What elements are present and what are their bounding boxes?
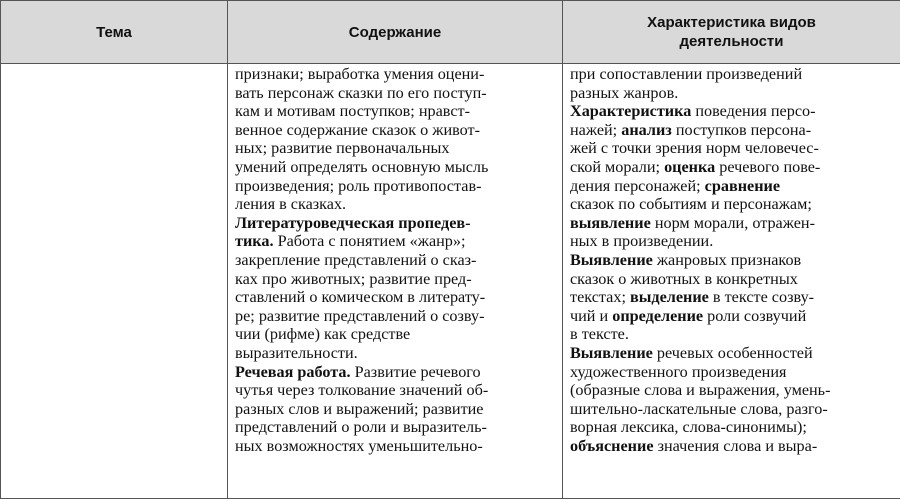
activities-line: [570, 121, 894, 140]
text-run: дения персонажей;: [570, 176, 705, 195]
content-line: [235, 363, 556, 382]
text-run: выразительности.: [235, 343, 358, 362]
text-run: нажей;: [570, 120, 622, 139]
content-line: [235, 139, 556, 158]
text-run: жей с точки зрения норм человечес-: [570, 139, 819, 158]
text-run: художественного произведения: [570, 362, 787, 381]
text-run: (образные слова и выражения, умень-: [570, 381, 831, 400]
activities-line: [570, 344, 894, 363]
text-run: представлений о роли и выразитель-: [235, 418, 487, 437]
bold-term: Выявление: [570, 343, 653, 362]
activities-line: [570, 307, 894, 326]
text-run: кам и мотивам поступков; нравст-: [235, 102, 470, 121]
text-run: ках про животных; развитие пред-: [235, 269, 472, 288]
table-row: [1, 64, 900, 499]
content-line: [235, 437, 556, 456]
header-row: [1, 1, 900, 64]
content-line: [235, 418, 556, 437]
content-line: [235, 251, 556, 270]
activities-cell: [563, 64, 900, 499]
text-run: значения слова и выра-: [653, 436, 818, 455]
activities-line: [570, 232, 894, 251]
text-run: при сопоставлении произведений: [570, 65, 803, 83]
activities-line: [570, 65, 894, 84]
text-run: роли созвучий: [703, 306, 807, 325]
text-run: ных возможностях уменьшительно-: [235, 436, 483, 455]
text-run: в тексте.: [570, 325, 629, 344]
content-line: [235, 121, 556, 140]
text-run: жанровых признаков: [652, 250, 802, 269]
activities-line: [570, 270, 894, 289]
content-line: [235, 307, 556, 326]
text-run: ления в сказках.: [235, 195, 347, 214]
text-run: ставлений о комическом в литерату-: [235, 288, 486, 307]
text-run: сказок о животных в конкретных: [570, 269, 798, 288]
activities-line: [570, 139, 894, 158]
text-run: Работа с понятием «жанр»;: [273, 232, 466, 251]
content-line: [235, 232, 556, 251]
text-run: чутья через толкование значений об-: [235, 381, 489, 400]
activities-line: [570, 84, 894, 103]
text-run: ных в произведении.: [570, 232, 714, 251]
bold-term: оценка: [664, 157, 716, 176]
text-run: разных жанров.: [570, 83, 679, 102]
text-run: ре; развитие представлений о созву-: [235, 306, 485, 325]
activities-line: [570, 251, 894, 270]
content-line: [235, 381, 556, 400]
text-run: поступков персона-: [671, 120, 812, 139]
content-line: [235, 65, 556, 84]
header-content: Содержание: [228, 1, 563, 64]
content-line: [235, 214, 556, 233]
header-activities-line-2: деятельности: [679, 33, 784, 50]
bold-term: объяснение: [570, 436, 654, 455]
topic-cell: [1, 64, 228, 499]
text-run: ворная лексика, слова-синонимы);: [570, 418, 807, 437]
activities-line: [570, 102, 894, 121]
text-run: признаки; выработка умения оцени-: [235, 65, 485, 83]
bold-term: Характеристика: [570, 102, 692, 121]
content-line: [235, 325, 556, 344]
text-run: норм морали, отражен-: [650, 213, 815, 232]
bold-term: определение: [612, 306, 704, 325]
text-run: произведения; роль противопостав-: [235, 176, 482, 195]
bold-term: Выявление: [570, 250, 653, 269]
activities-line: [570, 325, 894, 344]
content-line: [235, 400, 556, 419]
activities-line: [570, 400, 894, 419]
text-run: сказок по событиям и персонажам;: [570, 195, 812, 214]
text-run: чий и: [570, 306, 613, 325]
content-line: [235, 158, 556, 177]
activities-line: [570, 177, 894, 196]
text-run: чии (рифме) как средстве: [235, 325, 411, 344]
bold-term: выявление: [570, 213, 651, 232]
text-run: Развитие речевого: [350, 362, 481, 381]
content-line: [235, 288, 556, 307]
text-run: речевого пове-: [715, 157, 821, 176]
text-run: текстах;: [570, 288, 630, 307]
text-run: ных; развитие первоначальных: [235, 139, 450, 158]
text-run: умений определять основную мысль: [235, 157, 489, 176]
text-run: в тексте созву-: [708, 288, 815, 307]
activities-line: [570, 158, 894, 177]
activities-line: [570, 288, 894, 307]
content-line: [235, 195, 556, 214]
bold-term: сравнение: [704, 176, 781, 195]
bold-term: анализ: [621, 120, 672, 139]
content-line: [235, 84, 556, 103]
text-run: венное содержание сказок о живот-: [235, 120, 480, 139]
activities-line: [570, 363, 894, 382]
content-line: [235, 270, 556, 289]
activities-line: [570, 418, 894, 437]
header-activities-line-1: Характеристика видов: [647, 14, 816, 31]
bold-term: тика.: [235, 232, 274, 251]
text-run: вать персонаж сказки по его поступ-: [235, 83, 487, 102]
header-topic: Тема: [1, 1, 228, 64]
bold-term: Речевая работа.: [235, 362, 351, 381]
header-activities: [563, 1, 900, 64]
text-run: разных слов и выражений; развитие: [235, 399, 484, 418]
activities-line: [570, 214, 894, 233]
bold-term: Литературоведческая пропедев-: [235, 213, 471, 232]
text-run: поведения персо-: [691, 102, 816, 121]
text-run: ской морали;: [570, 157, 665, 176]
text-run: речевых особенностей: [652, 343, 813, 362]
content-line: [235, 344, 556, 363]
content-line: [235, 177, 556, 196]
activities-line: [570, 195, 894, 214]
text-run: закрепление представлений о сказ-: [235, 250, 477, 269]
activities-line: [570, 437, 894, 456]
activities-line: [570, 381, 894, 400]
text-run: шительно-ласкательные слова, разго-: [570, 399, 828, 418]
content-cell: [228, 64, 563, 499]
bold-term: выделение: [630, 288, 709, 307]
content-line: [235, 102, 556, 121]
